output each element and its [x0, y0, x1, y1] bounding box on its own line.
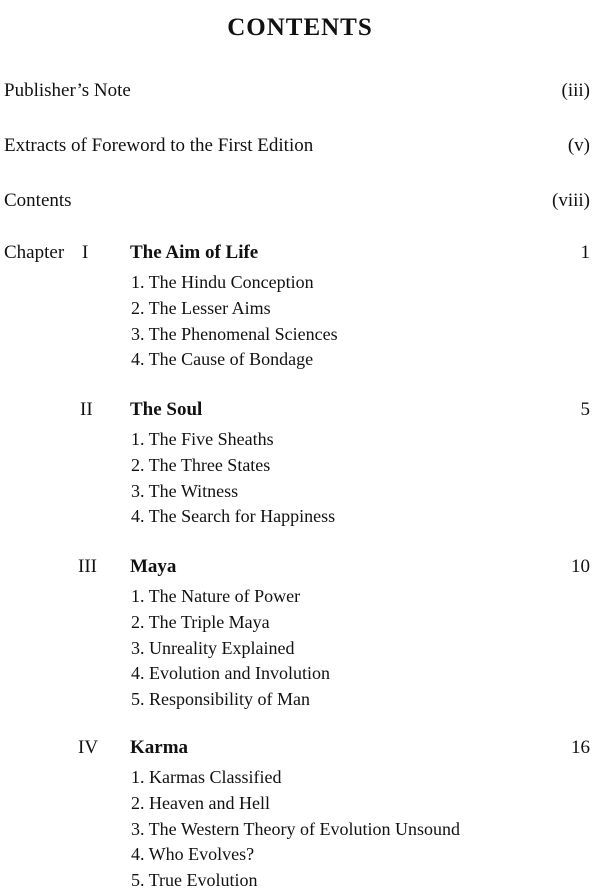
chapter-number: II — [80, 399, 93, 420]
section-item: 2. The Triple Maya — [131, 611, 270, 632]
front-matter-page: (viii) — [552, 190, 590, 211]
section-item: 3. The Witness — [131, 480, 239, 501]
chapter-title: The Soul — [130, 399, 203, 420]
chapter-page: 5 — [580, 399, 590, 420]
section-list — [131, 427, 335, 530]
section-item: 1. The Five Sheaths — [131, 429, 274, 449]
front-matter-label: Publisher’s Note — [4, 80, 131, 101]
section-item: 4. Evolution and Involution — [131, 663, 330, 684]
chapter-number: I — [82, 242, 89, 263]
section-item: 2. Heaven and Hell — [131, 792, 270, 813]
section-list — [131, 584, 330, 713]
front-matter-label: Contents — [4, 190, 72, 211]
chapter-page: 10 — [571, 556, 590, 577]
section-list — [131, 765, 460, 894]
chapter-number: III — [78, 556, 97, 577]
section-item: 5. Responsibility of Man — [131, 689, 310, 710]
section-item: 4. Who Evolves? — [131, 844, 255, 865]
chapter-number: IV — [78, 737, 99, 758]
front-matter-label: Extracts of Foreword to the First Edition — [4, 135, 314, 156]
chapter-title: The Aim of Life — [130, 242, 259, 263]
chapter-page: 1 — [580, 242, 590, 263]
section-item: 1. Karmas Classified — [131, 767, 282, 787]
front-matter-page: (iii) — [561, 80, 590, 101]
section-item: 2. The Three States — [131, 454, 271, 475]
chapter-title: Maya — [130, 556, 177, 577]
section-list — [131, 270, 338, 373]
section-item: 3. The Phenomenal Sciences — [131, 323, 338, 344]
section-item: 2. The Lesser Aims — [131, 297, 271, 318]
front-matter-page: (v) — [567, 135, 590, 156]
section-item: 4. The Cause of Bondage — [131, 349, 314, 370]
section-item: 1. The Nature of Power — [131, 586, 301, 606]
page-title: CONTENTS — [227, 14, 373, 41]
section-item: 5. True Evolution — [131, 870, 258, 891]
section-item: 1. The Hindu Conception — [131, 272, 314, 292]
chapter-title: Karma — [130, 737, 189, 758]
section-item: 3. The Western Theory of Evolution Unsound — [131, 818, 461, 839]
chapter-word: Chapter — [4, 242, 65, 263]
section-item: 3. Unreality Explained — [131, 637, 295, 658]
section-item: 4. The Search for Happiness — [131, 506, 336, 527]
chapter-page: 16 — [571, 737, 590, 758]
